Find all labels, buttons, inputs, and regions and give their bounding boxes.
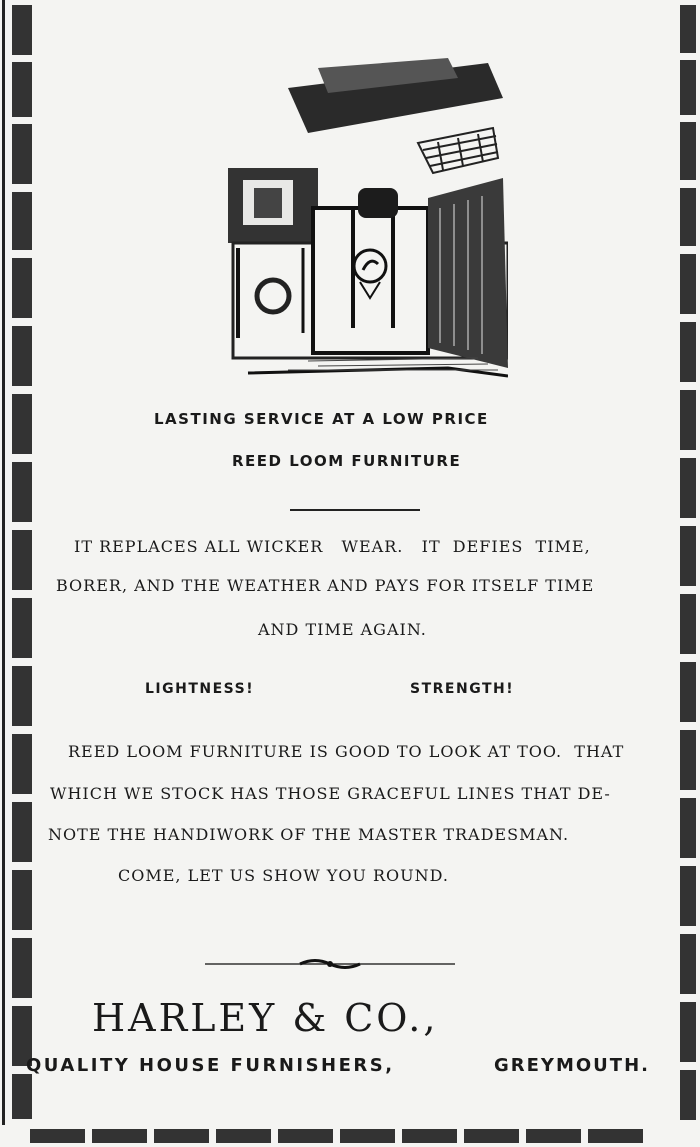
right-border-ornament — [672, 0, 700, 1125]
headline: LASTING SERVICE AT A LOW PRICE — [154, 410, 489, 428]
ornamental-divider — [205, 957, 455, 971]
paragraph2-line4: COME, LET US SHOW YOU ROUND. — [118, 866, 449, 885]
feature-strength: STRENGTH! — [410, 681, 515, 697]
product-name: REED LOOM FURNITURE — [232, 452, 462, 470]
paragraph1-line2: BORER, AND THE WEATHER AND PAYS FOR ITSELF TIME — [56, 576, 595, 595]
company-town: GREYMOUTH. — [494, 1055, 650, 1076]
paragraph1-line3: AND TIME AGAIN. — [258, 620, 427, 639]
paragraph1-line1: IT REPLACES ALL WICKER WEAR. IT DEFIES TIME, — [74, 537, 591, 556]
shopfront-illustration — [218, 58, 508, 383]
divider-rule — [290, 509, 420, 511]
bottom-border-ornament — [0, 1125, 700, 1147]
left-border-ornament — [0, 0, 38, 1125]
paragraph2-line2: WHICH WE STOCK HAS THOSE GRACEFUL LINES THAT DE- — [50, 784, 611, 803]
paragraph2-line1: REED LOOM FURNITURE IS GOOD TO LOOK AT TOO. THAT — [68, 742, 625, 761]
company-name: HARLEY & CO., — [92, 996, 439, 1040]
feature-lightness: LIGHTNESS! — [145, 681, 255, 697]
paragraph2-line3: NOTE THE HANDIWORK OF THE MASTER TRADESMAN. — [48, 825, 570, 844]
company-tagline: QUALITY HOUSE FURNISHERS, — [26, 1055, 395, 1076]
